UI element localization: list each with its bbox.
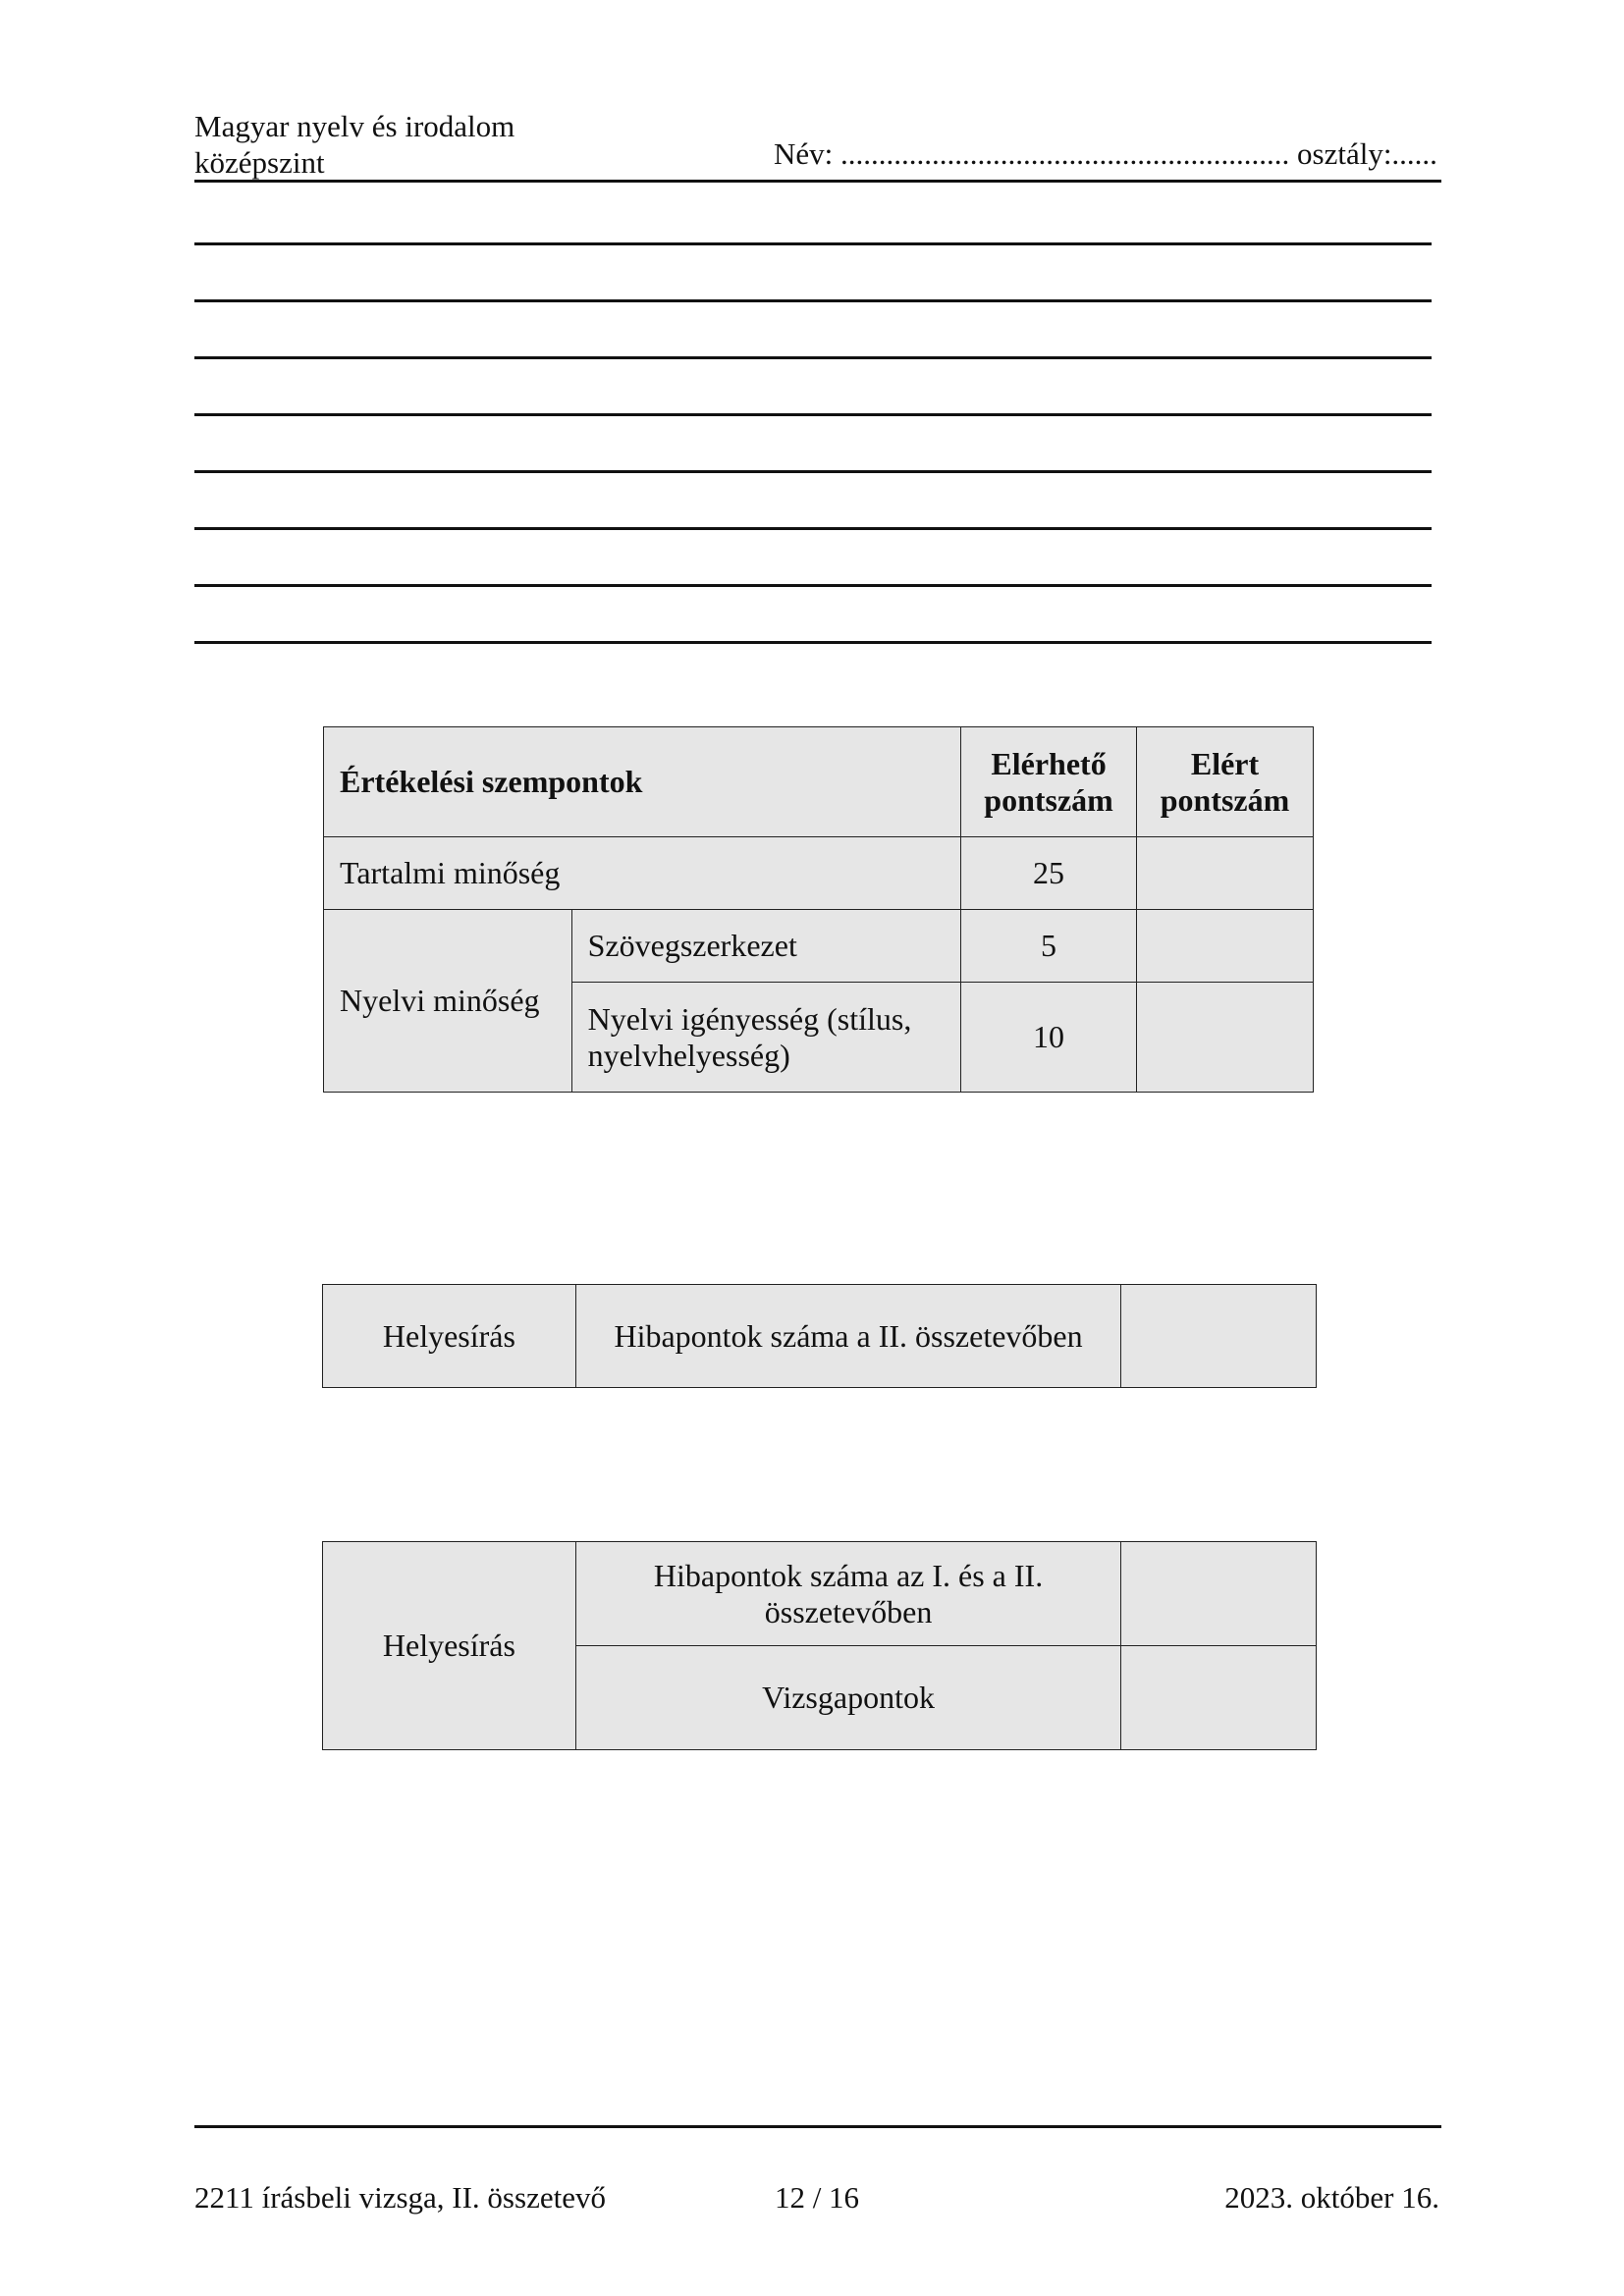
writing-line xyxy=(194,242,1432,245)
writing-line xyxy=(194,470,1432,473)
language-style-score-box[interactable] xyxy=(1137,983,1314,1093)
writing-line xyxy=(194,584,1432,587)
error-points-total-label-line2: összetevőben xyxy=(764,1593,933,1629)
language-quality-label: Nyelvi minőség xyxy=(324,910,572,1093)
writing-line xyxy=(194,527,1432,530)
available-points-header xyxy=(961,727,1137,837)
footer-divider xyxy=(194,2125,1441,2128)
spelling-table-2 xyxy=(322,1541,1317,1750)
text-structure-label: Szövegszerkezet xyxy=(571,910,960,983)
content-quality-points: 25 xyxy=(961,837,1137,910)
exam-points-score-box[interactable] xyxy=(1121,1646,1317,1750)
header-divider xyxy=(194,180,1441,183)
writing-line xyxy=(194,413,1432,416)
header-subject-line1: Magyar nyelv és irodalom xyxy=(194,109,515,143)
header-name-field: Név: ........................................................... osztály:...... xyxy=(774,136,1437,171)
available-points-header-line1: Elérhető xyxy=(991,745,1107,781)
content-quality-score-box[interactable] xyxy=(1137,837,1314,910)
text-structure-score-box[interactable] xyxy=(1137,910,1314,983)
text-structure-points: 5 xyxy=(961,910,1137,983)
achieved-points-header-line1: Elért xyxy=(1190,745,1260,781)
spelling-table-1 xyxy=(322,1284,1317,1388)
language-style-points: 10 xyxy=(961,983,1137,1093)
language-style-label xyxy=(571,983,960,1093)
error-points-part2-score-box[interactable] xyxy=(1121,1285,1317,1388)
error-points-part2-label: Hibapontok száma a II. összetevőben xyxy=(575,1285,1120,1388)
error-points-total-score-box[interactable] xyxy=(1121,1542,1317,1646)
footer-exam-code: 2211 írásbeli vizsga, II. összetevő xyxy=(194,2180,606,2215)
writing-line xyxy=(194,356,1432,359)
achieved-points-header-line2: pontszám xyxy=(1160,781,1290,818)
footer-page-number: 12 / 16 xyxy=(774,2180,860,2215)
criteria-header-text: Értékelési szempontok xyxy=(340,764,643,799)
writing-line xyxy=(194,641,1432,644)
achieved-points-header xyxy=(1137,727,1314,837)
error-points-total-label-line1: Hibapontok száma az I. és a II. xyxy=(653,1557,1044,1593)
content-quality-label: Tartalmi minőség xyxy=(324,837,961,910)
header-subject-line2: középszint xyxy=(194,145,325,180)
available-points-header-line2: pontszám xyxy=(984,781,1113,818)
criteria-header xyxy=(324,727,961,837)
header-subject xyxy=(194,108,514,181)
exam-points-label: Vizsgapontok xyxy=(575,1646,1120,1750)
language-style-label-line1: Nyelvi igényesség (stílus, xyxy=(587,1000,912,1037)
language-style-label-line2: nyelvhelyesség) xyxy=(587,1037,790,1073)
spelling-label: Helyesírás xyxy=(323,1285,576,1388)
error-points-total-label xyxy=(575,1542,1120,1646)
spelling-label: Helyesírás xyxy=(323,1542,576,1750)
footer-date: 2023. október 16. xyxy=(1224,2180,1439,2215)
scoring-table xyxy=(323,726,1314,1093)
writing-line xyxy=(194,299,1432,302)
